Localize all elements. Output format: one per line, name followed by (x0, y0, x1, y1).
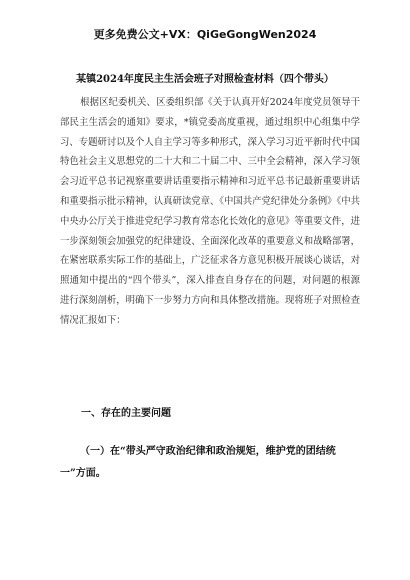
intro-paragraph (60, 93, 360, 331)
watermark-header: 更多免费公文+VX：QiGeGongWen2024 (93, 28, 317, 41)
subsection-heading (60, 441, 360, 485)
section-heading: 一、存在的主要问题 (81, 408, 171, 419)
document-title: 某镇2024年度民主生活会班子对照检查材料（四个带头） (76, 74, 334, 85)
intro-paragraph-text: 根据区纪委机关、区委组织部《关于认真开好2024年度党员领导干部民主生活会的通知》要求，*镇党委高度重视，通过组织中心组集中学习、专题研讨以及个人自主学习等多种形式，深入学习习近平新时代中国特色社会主义思想党的二十大和二十届二中、三中全会精神，深入学习领会习近平总书记视察重要讲话重要指示精神和习近平总书记最新重要讲话和重要指示批示精神，认真研读党章、《中国共产党纪律处分条例》《中共中央办公厅关于推进党纪学习教育常态化长效化的意见》等重要文件，进一步深刻领会加强党的纪律建设、全面深化改革的重要意义和战略部署，在紧密联系实际工作的基础上，广泛征求各方意见积极开展谈心谈话，对照通知中提出的“四个带头”，深入排查自身存在的问题，对问题的根源进行深刻剖析，明确下一步努力方向和具体整改措施。现将班子对照检查情况汇报如下： (60, 97, 361, 326)
subsection-heading-text: （一）在“带头严守政治纪律和政治规矩，维护党的团结统一”方面。 (60, 446, 336, 479)
